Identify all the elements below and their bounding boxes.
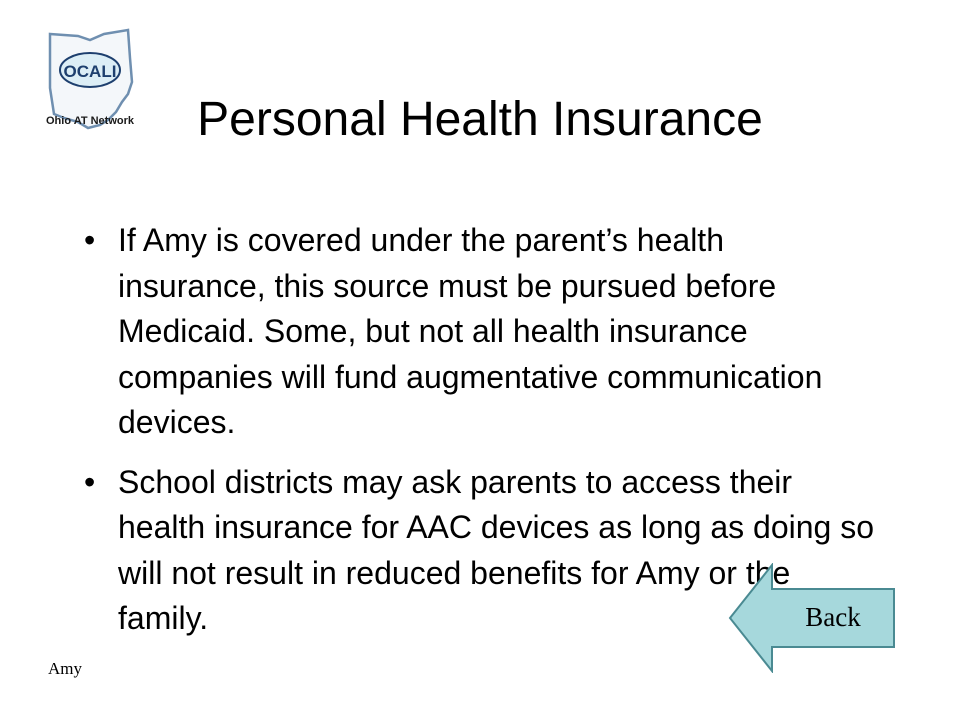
bullet-text: School districts may ask parents to access their health insurance for AAC devices as long as doing so will not result in reduced benefits for Amy or the family.	[118, 463, 875, 636]
bullet-marker: •	[84, 463, 96, 500]
ocali-brand-text: OCALI	[63, 62, 117, 81]
back-button[interactable]	[728, 563, 896, 673]
bullet-item-medicaid	[84, 218, 874, 446]
slide-title: Personal Health Insurance	[197, 93, 763, 146]
bullet-marker: •	[84, 222, 96, 258]
back-button-label: Back	[805, 602, 861, 632]
ohio-at-network-text: Ohio AT Network	[46, 115, 134, 127]
slide-footer: Amy	[48, 659, 82, 678]
bullet-text: If Amy is covered under the parent’s health insurance, this source must be pursued before Medicaid. Some, but not all health insurance companies will fund augmentative communication devices.	[118, 222, 823, 440]
